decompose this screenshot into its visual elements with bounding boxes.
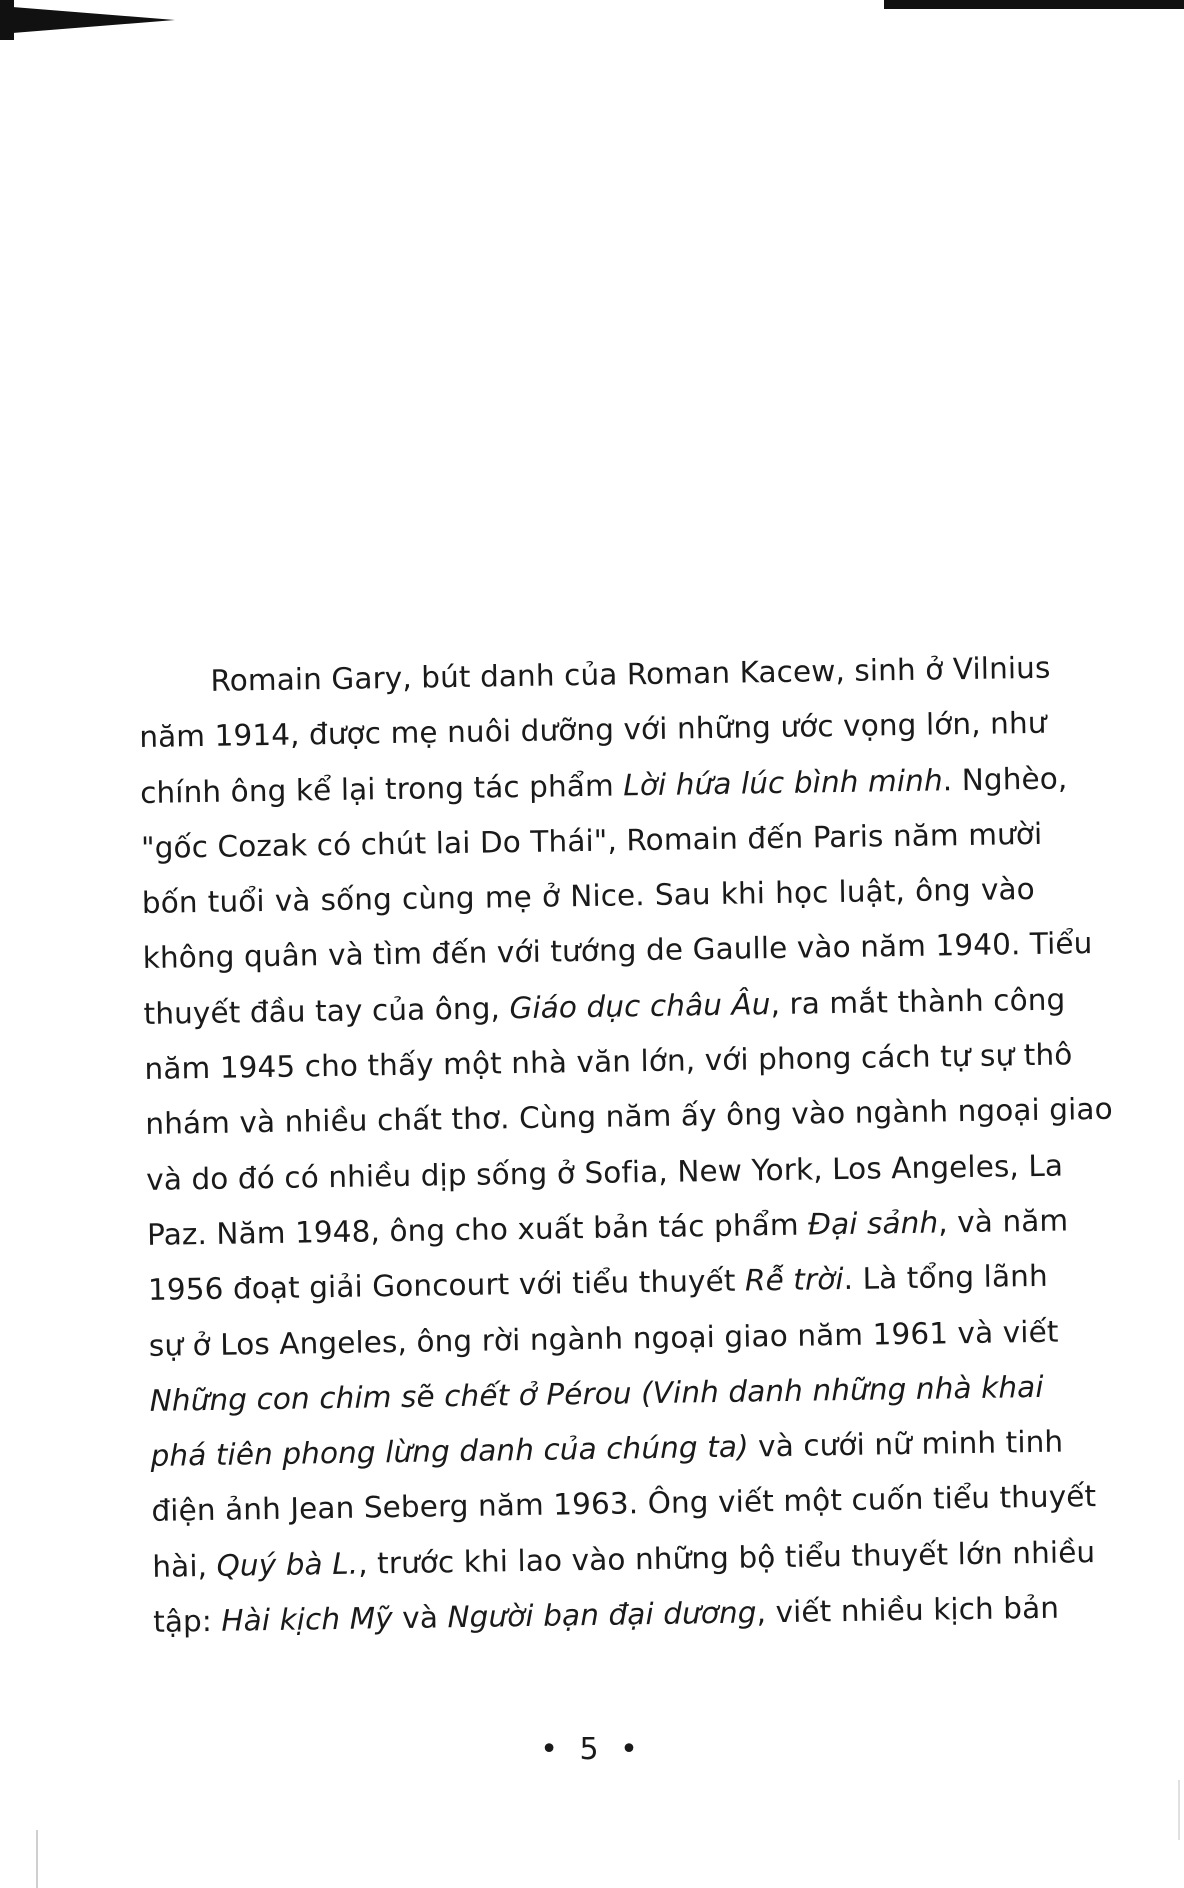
italic-title-span: Quý bà L. (216, 1546, 359, 1583)
text-span: Paz. Năm 1948, ông cho xuất bản tác phẩm (146, 1207, 809, 1252)
text-span: thuyết đầu tay của ông, (143, 990, 510, 1031)
text-span: bốn tuổi và sống cùng mẹ ở Nice. Sau khi học luật, ông vào (141, 872, 1036, 921)
text-span: Romain Gary, bút danh của Roman Kacew, sinh ở Vilnius (210, 650, 1051, 698)
page-edge-shadow (36, 1830, 38, 1888)
italic-title-span: Hài kịch Mỹ (221, 1601, 394, 1638)
text-span: , và năm (937, 1203, 1069, 1240)
page-number: • 5 • (540, 1732, 644, 1767)
text-span: tập: (152, 1603, 222, 1639)
text-span: hài, (152, 1548, 217, 1584)
text-span: 1956 đoạt giải Goncourt với tiểu thuyết (147, 1263, 746, 1308)
text-span: , trước khi lao vào những bộ tiểu thuyết lớn nhiều (357, 1534, 1096, 1581)
italic-title-span: Rễ trời (744, 1262, 844, 1298)
text-span: chính ông kể lại trong tác phẩm (139, 767, 624, 810)
text-span: năm 1945 cho thấy một nhà văn lớn, với phong cách tự sự thô (144, 1037, 1073, 1087)
text-span: và cưới nữ minh tinh (748, 1424, 1064, 1464)
italic-title-span: Giáo dục châu Âu (509, 986, 771, 1025)
body-paragraph (138, 641, 1113, 1650)
text-span: và do đó có nhiều dịp sống ở Sofia, New York, Los Angeles, La (145, 1148, 1064, 1197)
text-span: "gốc Cozak có chút lai Do Thái", Romain đến Paris năm mười (140, 816, 1043, 865)
text-span: . Nghèo, (942, 761, 1068, 797)
italic-title-span: Đại sảnh (807, 1205, 939, 1242)
text-span: nhám và nhiều chất thơ. Cùng năm ấy ông vào ngành ngoại giao (145, 1092, 1113, 1142)
text-span: không quân và tìm đến với tướng de Gaulle vào năm 1940. Tiểu (142, 926, 1093, 976)
scan-edge-wedge (0, 6, 175, 34)
page-edge-shadow-right (1178, 1780, 1180, 1840)
text-span: và (392, 1600, 448, 1636)
italic-title-span: Những con chim sẽ chết ở Pérou (Vinh danh những nhà khai (149, 1369, 1044, 1418)
italic-title-span: Lời hứa lúc bình minh (622, 762, 943, 802)
text-span: , viết nhiều kịch bản (756, 1590, 1060, 1630)
text-span: , ra mắt thành công (770, 982, 1066, 1021)
text-span: sự ở Los Angeles, ông rời ngành ngoại giao năm 1961 và viết (148, 1314, 1059, 1363)
italic-title-span: phá tiên phong lừng danh của chúng ta) (150, 1429, 749, 1474)
italic-title-span: Người bạn đại dương (447, 1595, 757, 1635)
text-span: năm 1914, được mẹ nuôi dưỡng với những ước vọng lớn, như (139, 706, 1047, 755)
scan-edge-bar (884, 0, 1184, 9)
text-span: . Là tổng lãnh (843, 1259, 1048, 1297)
text-span: điện ảnh Jean Seberg năm 1963. Ông viết một cuốn tiểu thuyết (151, 1479, 1097, 1529)
